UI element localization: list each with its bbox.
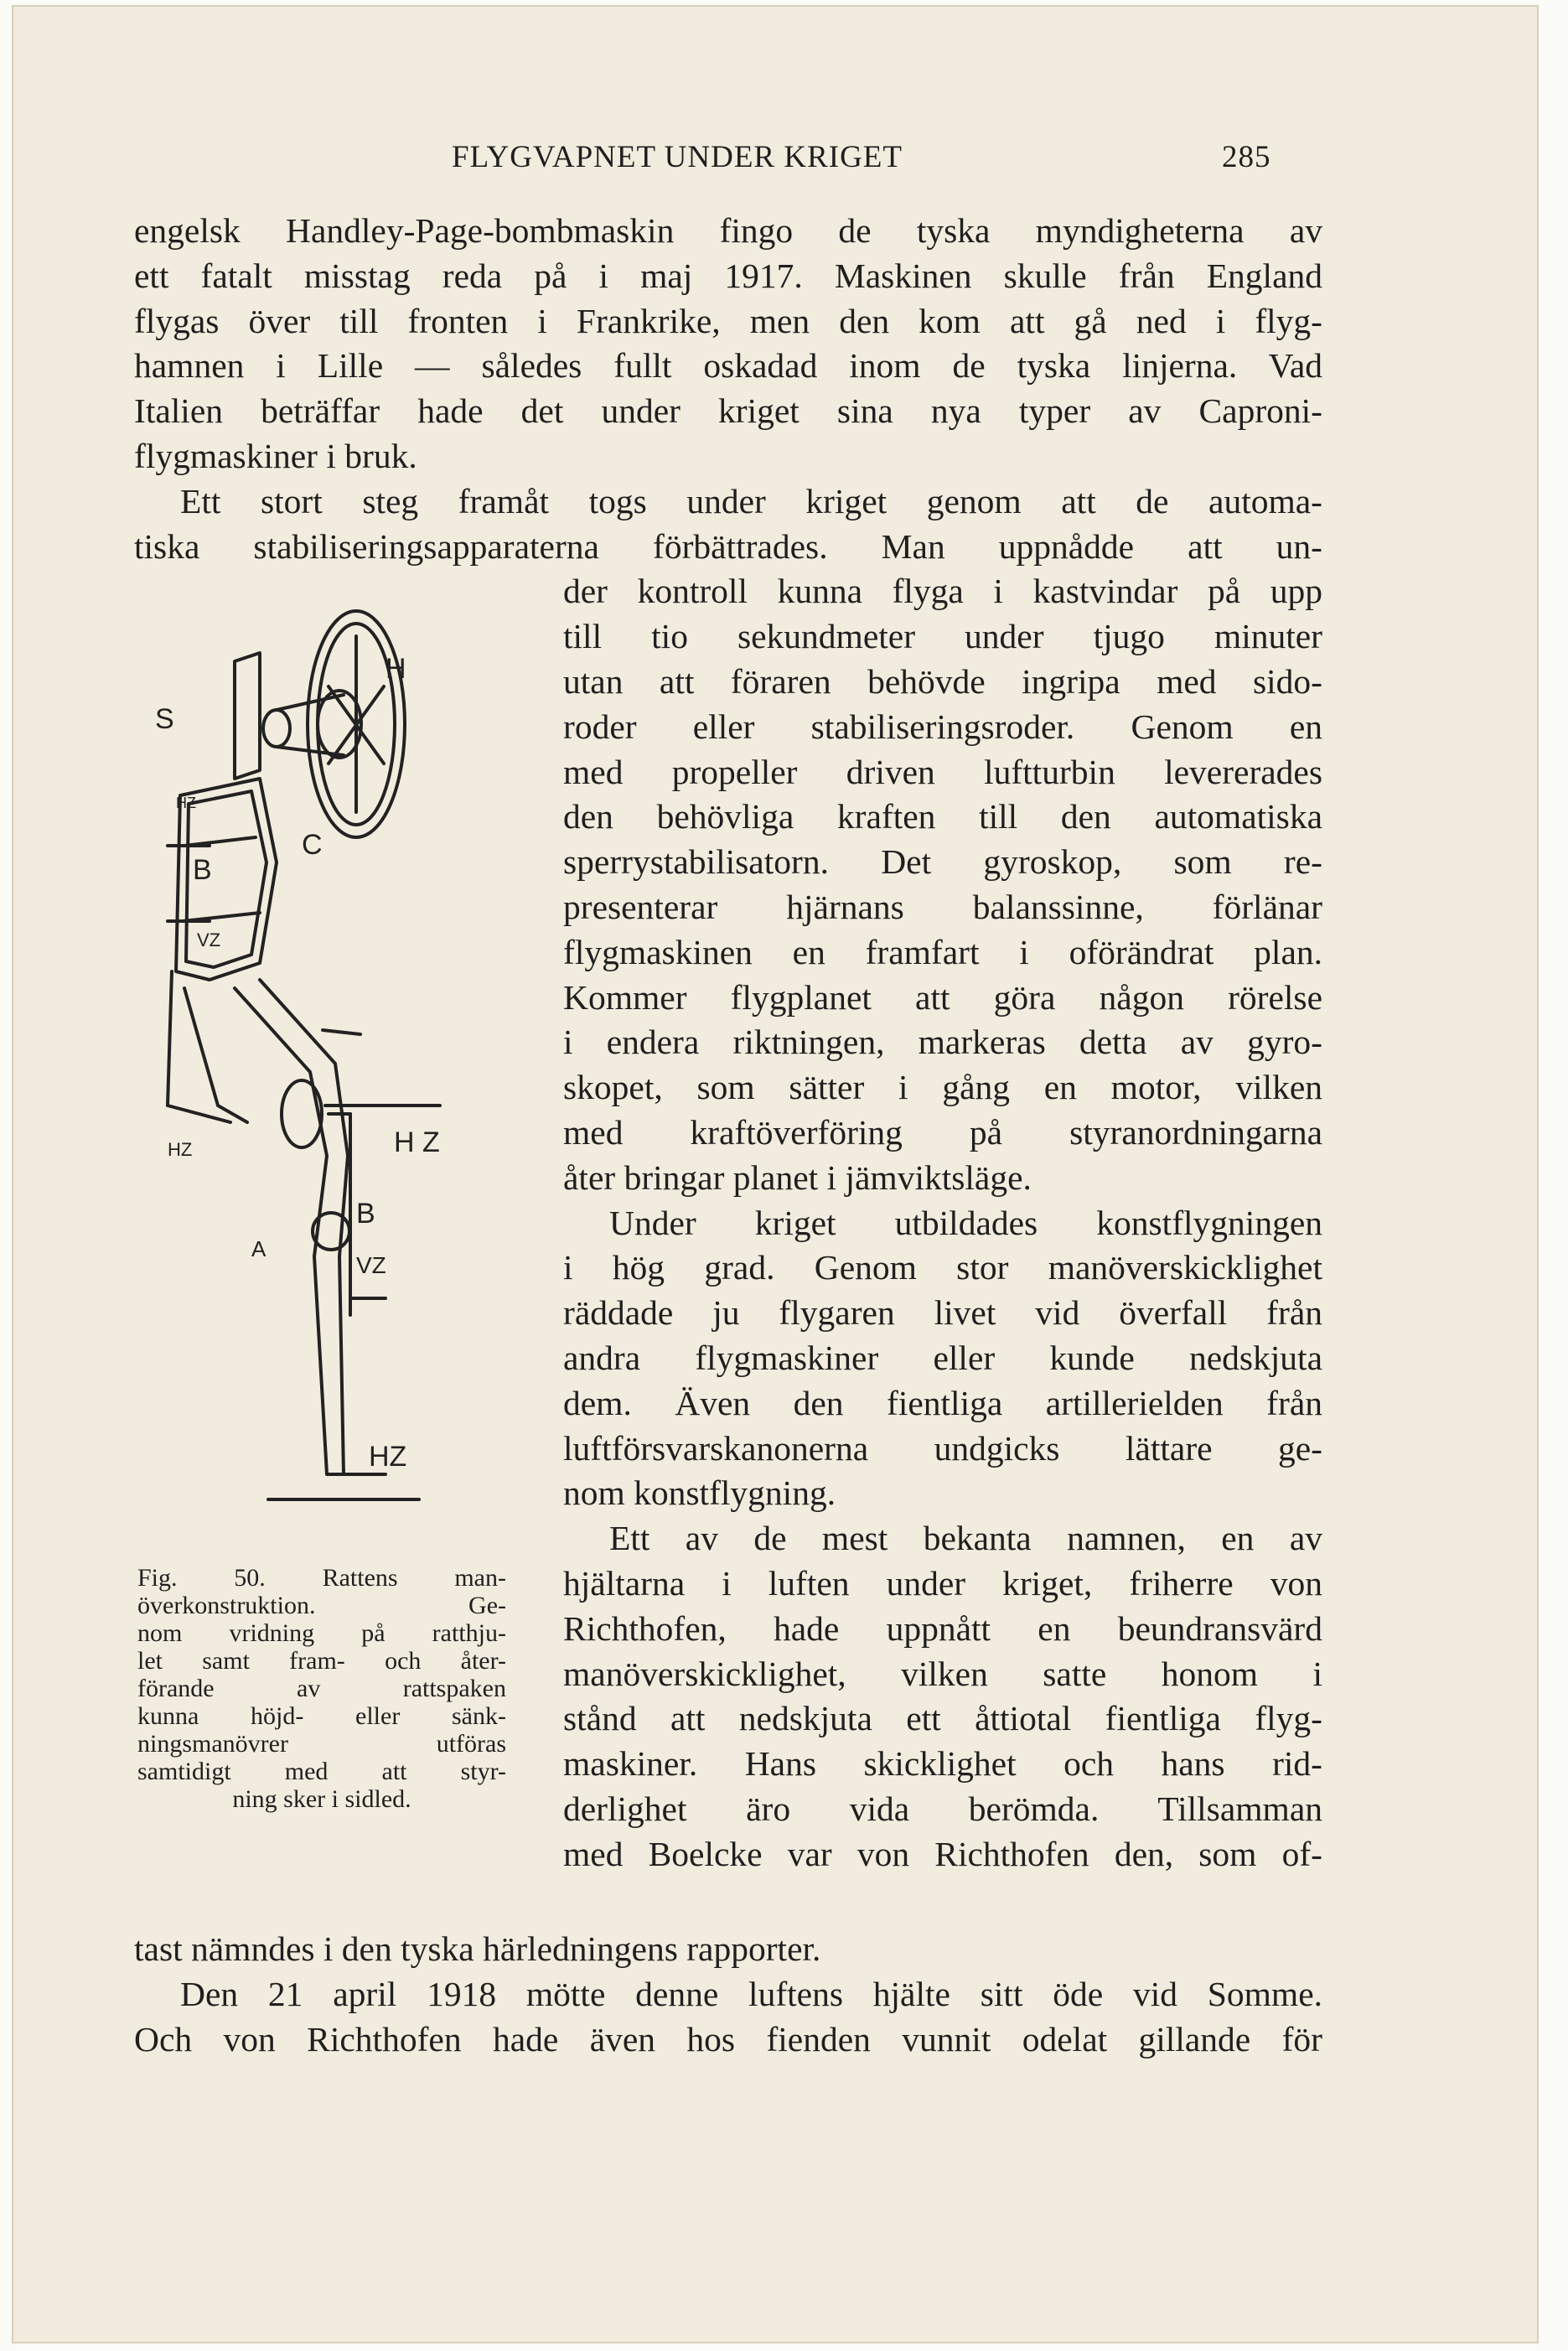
text-line: maskiner. Hans skicklighet och hans rid- xyxy=(563,1744,1322,1784)
caption-line: samtidigt med att styr- xyxy=(137,1758,506,1786)
text-line: dem. Även den fientliga artillerielden från xyxy=(563,1383,1322,1422)
text-line: Den 21 april 1918 mötte denne luftens hjälte sitt öde vid Somme. xyxy=(180,1975,1322,2014)
text-line: andra flygmaskiner eller kunde nedskjuta xyxy=(563,1338,1322,1377)
caption-line: ning sker i sidled. xyxy=(232,1785,411,1814)
text-line: roder eller stabiliseringsroder. Genom en xyxy=(563,707,1322,746)
text-line: utan att föraren behövde ingripa med sido- xyxy=(563,661,1322,701)
running-title: FLYGVAPNET UNDER KRIGET xyxy=(452,140,903,174)
figure-50 xyxy=(134,569,545,1927)
text-line: der kontroll kunna flyga i kastvindar på upp xyxy=(563,572,1322,611)
text-line: Richthofen, hade uppnått en beundransvärd xyxy=(563,1608,1322,1648)
text-line: räddade ju flygaren livet vid överfall från xyxy=(563,1293,1322,1333)
text-line: Ett av de mest bekanta namnen, en av xyxy=(609,1519,1322,1558)
caption-line: kunna höjd- eller sänk- xyxy=(137,1702,506,1731)
text-line: med Boelcke var von Richthofen den, som of- xyxy=(563,1834,1322,1873)
label-s: S xyxy=(155,703,174,736)
text-line: derlighet äro vida berömda. Tillsamman xyxy=(563,1789,1322,1828)
label-a: A xyxy=(251,1236,267,1262)
label-vz: VZ xyxy=(197,930,221,951)
label-b-lower: B xyxy=(356,1198,375,1230)
body-text xyxy=(134,209,1322,2063)
book-page xyxy=(12,5,1539,2343)
text-line: tast nämndes i den tyska härledningens rapporter. xyxy=(134,1929,821,1969)
text-line: Under kriget utbildades konstflygningen xyxy=(609,1203,1322,1242)
text-line: Italien beträffar hade det under kriget sina nya typer av Caproni- xyxy=(134,391,1322,431)
text-line: flygas över till fronten i Frankrike, men den kom att gå ned i flyg- xyxy=(134,301,1322,340)
text-line: nom konstflygning. xyxy=(563,1473,836,1513)
text-line: med kraftöverföring på styranordningarna xyxy=(563,1112,1322,1152)
label-b: B xyxy=(193,854,212,887)
caption-line: let samt fram- och åter- xyxy=(137,1647,506,1675)
caption-line: överkonstruktion. Ge- xyxy=(137,1592,506,1620)
page-number: 285 xyxy=(1222,140,1271,174)
text-line: luftförsvarskanonerna undgicks lättare ge- xyxy=(563,1428,1322,1468)
text-line: hamnen i Lille — således fullt oskadad inom de tyska linjerna. Vad xyxy=(134,346,1322,386)
label-c: C xyxy=(302,829,323,862)
text-line: ett fatalt misstag reda på i maj 1917. Maskinen skulle från England xyxy=(134,256,1322,295)
text-line: manöverskicklighet, vilken satte honom i xyxy=(563,1654,1322,1693)
label-h: H xyxy=(386,653,406,686)
label-hz: H Z xyxy=(394,1126,440,1159)
label-vz-lower: VZ xyxy=(356,1252,386,1279)
text-line: stånd att nedskjuta ett åttiotal fientliga flyg- xyxy=(563,1699,1322,1738)
text-line: sperrystabilisatorn. Det gyroskop, som re- xyxy=(563,842,1322,882)
text-line: tiska stabiliseringsapparaterna förbättrades. Man uppnådde att un- xyxy=(134,526,1322,566)
text-line: med propeller driven luftturbin levererades xyxy=(563,752,1322,791)
caption-line: nom vridning på ratthju- xyxy=(137,1619,506,1648)
text-line: engelsk Handley-Page-bombmaskin fingo de tyska myndigheterna av xyxy=(134,211,1322,250)
figure-caption xyxy=(137,1564,506,1813)
text-line: presenterar hjärnans balanssinne, förlänar xyxy=(563,887,1322,926)
text-line: till tio sekundmeter under tjugo minuter xyxy=(563,617,1322,656)
label-hz-small: HZ xyxy=(176,795,196,812)
text-line: Ett stort steg framåt togs under kriget genom att de automa- xyxy=(180,481,1322,520)
caption-line: Fig. 50. Rattens man- xyxy=(137,1564,506,1592)
text-line: i endera riktningen, markeras detta av gyro- xyxy=(563,1023,1322,1062)
text-line: flygmaskinen en framfart i oförändrat plan. xyxy=(563,932,1322,971)
paragraph-1 xyxy=(134,209,1322,479)
text-line: Kommer flygplanet att göra någon rörelse xyxy=(563,977,1322,1017)
steering-wheel-drawing xyxy=(134,569,545,1562)
label-hz-left: HZ xyxy=(168,1139,193,1161)
paragraph-2-intro xyxy=(134,479,1322,570)
caption-line: ningsmanövrer utföras xyxy=(137,1730,506,1758)
text-line: Och von Richthofen hade även hos fienden vunnit odelat gillande för xyxy=(134,2019,1322,2058)
text-line: flygmaskiner i bruk. xyxy=(134,436,417,475)
paragraph-5 xyxy=(134,1972,1322,2063)
text-line: i hög grad. Genom stor manöverskicklighet xyxy=(563,1248,1322,1287)
label-hz-bottom: HZ xyxy=(369,1441,407,1473)
text-line: åter bringar planet i jämviktsläge. xyxy=(563,1157,1032,1197)
text-line: skopet, som sätter i gång en motor, vilken xyxy=(563,1068,1322,1107)
caption-line: förande av rattspaken xyxy=(137,1675,506,1703)
text-line: den behövliga kraften till den automatiska xyxy=(563,797,1322,836)
text-line: hjältarna i luften under kriget, friherre von xyxy=(563,1563,1322,1603)
